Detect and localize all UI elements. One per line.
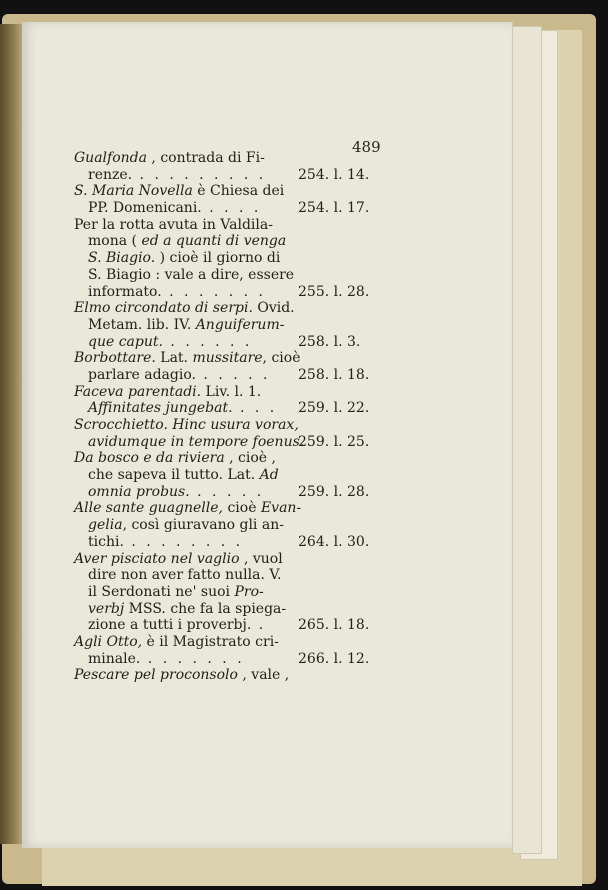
leader-dots: . . . . . . . (161, 283, 266, 300)
leader-dots: . . . . . . . (140, 650, 245, 667)
entry-line (74, 434, 374, 451)
book-spine (0, 24, 22, 844)
entry-line (74, 467, 374, 484)
page-reference: 266. l. 12. (298, 650, 370, 667)
entry-text: , cioè (262, 350, 301, 367)
entry-line (74, 183, 374, 200)
entry-text: Affinitates jungebat. (88, 400, 233, 417)
entry-text: Per la rotta avuta in Valdila- (74, 216, 273, 233)
index-entry (74, 417, 374, 450)
entry-text: , cioè , (224, 450, 276, 467)
leader-dots: . . . . . . . . (123, 533, 244, 550)
entry-line (74, 300, 374, 317)
entry-text: que caput. (88, 333, 163, 350)
entry-text: ed a quanti di venga (141, 233, 287, 250)
entry-line (74, 367, 374, 384)
entry-text: Borbottare. (74, 350, 156, 367)
page-number: 489 (352, 138, 381, 156)
entry-line (74, 350, 374, 367)
entry-line (74, 551, 374, 568)
entry-text: tichi. (88, 533, 124, 550)
entry-line (74, 567, 374, 584)
entry-text: Alle sante guagnelle, (74, 500, 223, 517)
entry-line (74, 284, 374, 301)
entry-line (74, 384, 374, 401)
entry-line (74, 317, 374, 334)
entry-text: informato. (88, 283, 162, 300)
entry-text: Liv. l. 1. (201, 383, 262, 400)
entry-text: avidumque in tempore foenus. (88, 433, 305, 450)
leader-dots: . . . . . (189, 483, 265, 500)
entry-text: è il Magistrato cri- (142, 633, 279, 650)
entry-line (74, 233, 374, 250)
entry-text: che sapeva il tutto. Lat. (88, 467, 260, 484)
entry-line (74, 167, 374, 184)
entry-line (74, 450, 374, 467)
index-entry (74, 500, 374, 550)
entry-text: Elmo circondato di serpi. (74, 300, 253, 317)
index-entry (74, 300, 374, 350)
page-reference: 258. l. 3. (298, 333, 361, 350)
page-reference: 264. l. 30. (298, 533, 370, 550)
entry-text: omnia probus. (88, 483, 190, 500)
entry-text: MSS. che fa la spiega- (124, 600, 287, 617)
page-reference: 258. l. 18. (298, 366, 370, 383)
page-reference: 255. l. 28. (298, 283, 370, 300)
entry-text: , vuol (239, 550, 283, 567)
entry-text: gelia (88, 517, 123, 534)
entry-line (74, 150, 374, 167)
index-entry (74, 183, 374, 216)
entry-text: Evan- (260, 500, 302, 517)
entry-text: ) cioè il giorno di (155, 250, 281, 267)
leader-dots: . . . (232, 400, 278, 417)
entry-line (74, 200, 374, 217)
leader-dots: . . . . . . (162, 333, 253, 350)
entry-line (74, 667, 374, 684)
leader-dots: . . . . (201, 200, 262, 217)
entry-text: il Serdonati ne' suoi (88, 583, 235, 600)
entry-text: dire non aver fatto nulla. V. (88, 567, 282, 584)
entry-line (74, 417, 374, 434)
entry-text: Metam. lib. IV. (88, 316, 196, 333)
entry-text: S. Maria Novella (74, 183, 193, 200)
entry-text: verbj (88, 600, 125, 617)
leader-dots: . . . . . (195, 366, 271, 383)
entry-text: Faceva parentadi. (74, 383, 202, 400)
entry-text: mona ( (88, 233, 142, 250)
entry-line (74, 484, 374, 501)
entry-text: Ovid. (252, 300, 295, 317)
entry-text: Lat. (155, 350, 193, 367)
entry-text: è Chiesa dei (192, 183, 285, 200)
entry-line (74, 334, 374, 351)
entry-text: Ad (259, 467, 279, 484)
entry-line (74, 500, 374, 517)
entry-text: Pescare pel proconsolo (74, 667, 238, 684)
index-entry (74, 450, 374, 500)
page-reference: 259. l. 22. (298, 400, 370, 417)
leader-dots: . (251, 617, 267, 634)
entry-text: S. Biagio : vale a dire, essere (88, 266, 295, 283)
index-entry (74, 667, 374, 684)
entry-line (74, 634, 374, 651)
entry-line (74, 601, 374, 618)
entry-line (74, 400, 374, 417)
leader-dots: . . . . . . . . . (132, 166, 267, 183)
entry-text: minale. (88, 650, 141, 667)
entry-text: Scrocchietto. Hinc usura vorax, (74, 417, 299, 433)
entry-line (74, 217, 374, 234)
entry-line (74, 651, 374, 668)
entry-text: Da bosco e da riviera (74, 450, 225, 467)
entry-text: renze. (88, 166, 133, 183)
page-reference: 254. l. 17. (298, 200, 370, 217)
page-reference: 259. l. 25. (298, 433, 370, 450)
entry-text: , vale , (237, 667, 290, 684)
entry-text: Pro- (234, 583, 264, 600)
page-reference: 254. l. 14. (298, 166, 370, 183)
index-entry (74, 350, 374, 383)
entry-line (74, 250, 374, 267)
entry-line (74, 584, 374, 601)
entry-text: parlare adagio. (88, 366, 196, 383)
index-entry (74, 634, 374, 667)
index-entry (74, 551, 374, 634)
entry-text: PP. Domenicani. (88, 200, 202, 217)
entry-text: , contrada di Fi- (146, 150, 265, 166)
index-entry (74, 217, 374, 300)
page-reference: 259. l. 28. (298, 483, 370, 500)
entry-text: zione a tutti i proverbj. (88, 617, 252, 634)
entry-text: Gualfonda (74, 150, 147, 166)
entry-line (74, 267, 374, 284)
index-entry (74, 150, 374, 183)
entry-text: cioè (223, 500, 261, 517)
entry-text: mussitare (192, 350, 263, 367)
entry-text: , così giuravano gli an- (122, 517, 284, 534)
entry-line (74, 534, 374, 551)
entry-line (74, 617, 374, 634)
entry-line (74, 517, 374, 534)
entry-text: S. Biagio. (88, 250, 156, 267)
page-reference: 265. l. 18. (298, 617, 370, 634)
entry-text: Agli Otto, (74, 633, 143, 650)
page-edges-inner (512, 26, 542, 854)
index-entry (74, 384, 374, 417)
entry-text: Anguiferum- (195, 316, 285, 333)
entry-text: Aver pisciato nel vaglio (74, 550, 240, 567)
index-entries (74, 150, 374, 684)
